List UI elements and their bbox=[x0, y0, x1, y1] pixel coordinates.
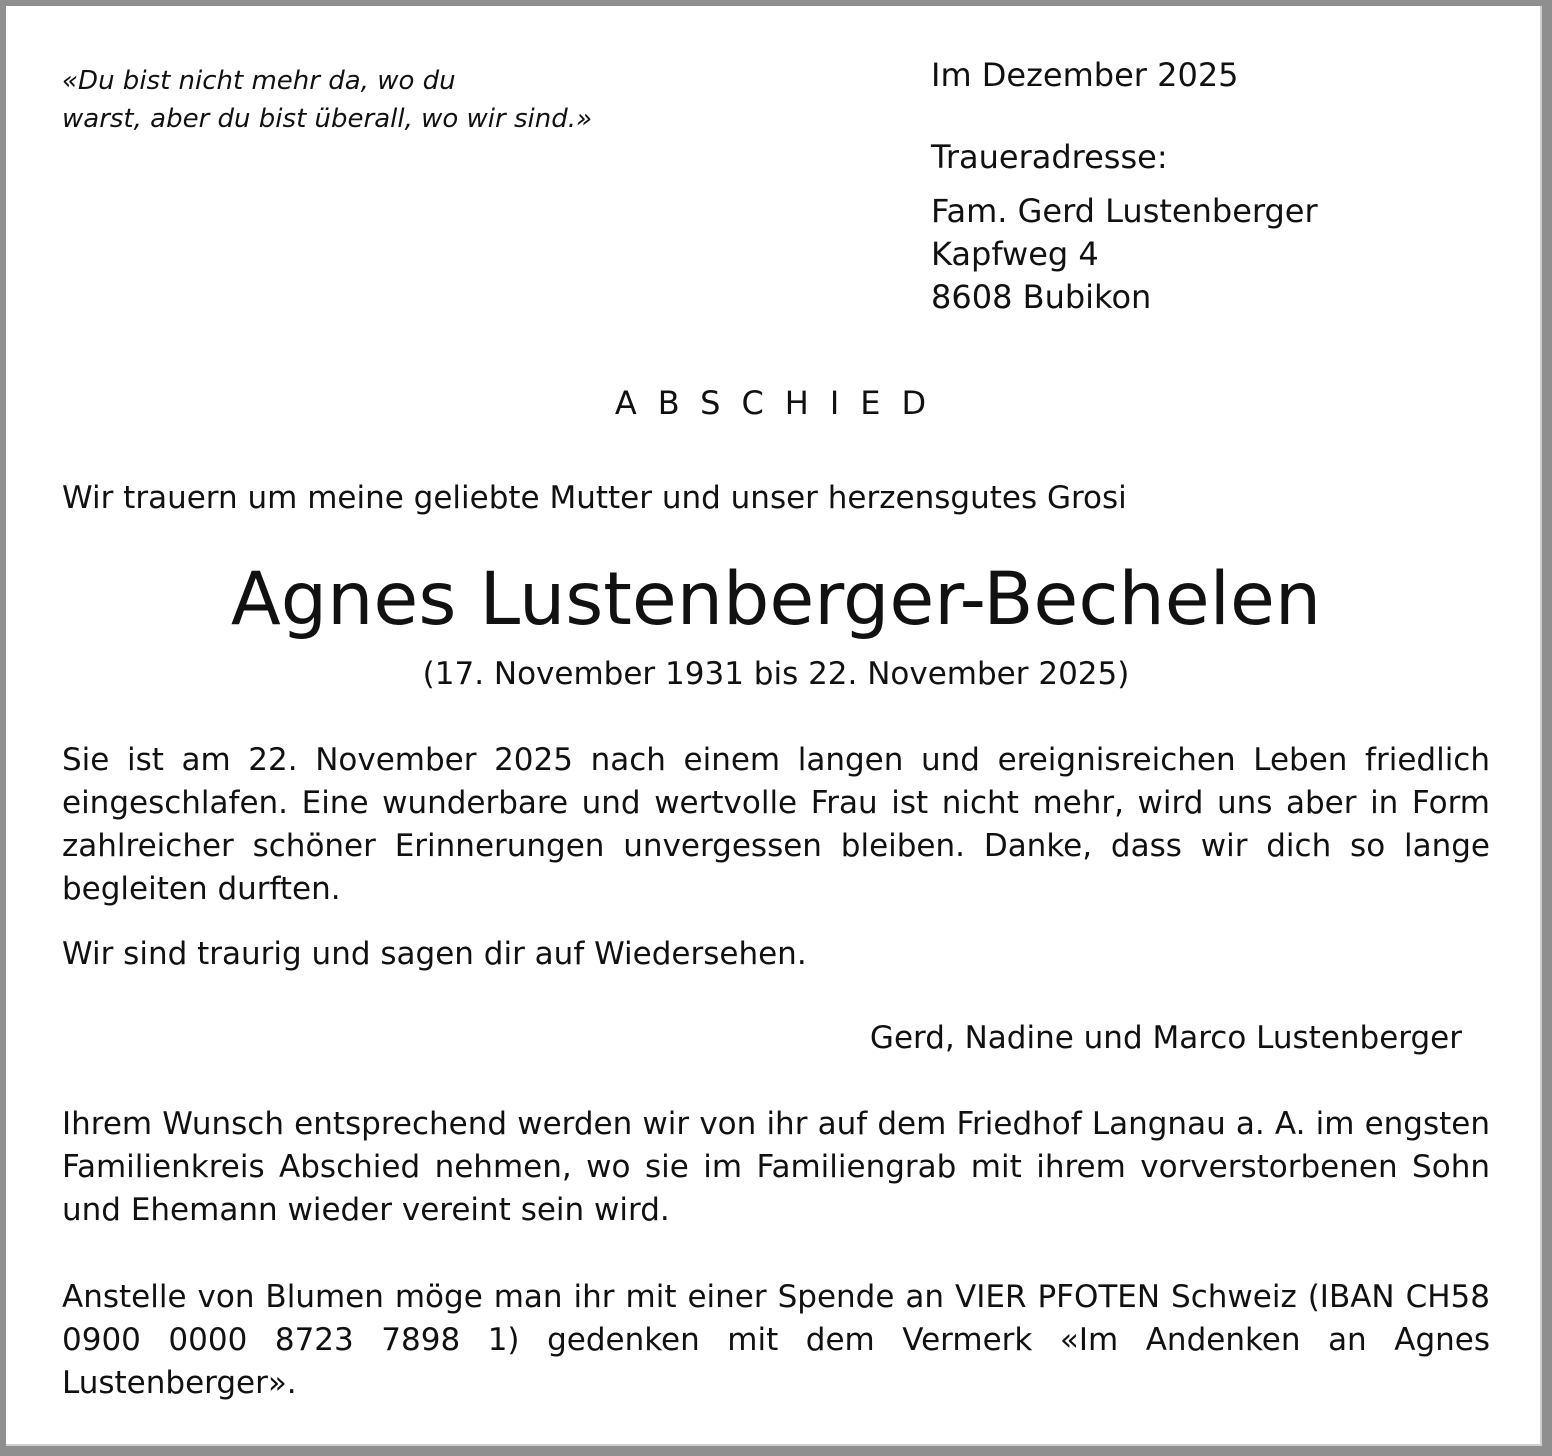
motto-line-2: warst, aber du bist überall, wo wir sind.» bbox=[62, 104, 593, 134]
mourning-address bbox=[931, 136, 1318, 319]
paragraph-farewell: Wir sind traurig und sagen dir auf Wiedersehen. bbox=[62, 936, 807, 972]
paragraph-donation: Anstelle von Blumen möge man ihr mit einer Spende an VIER PFOTEN Schweiz (IBAN CH58 0900 0000 8723 7898 1) gedenken mit dem Vermerk «Im Andenken an Agnes Lustenberger». bbox=[62, 1279, 1490, 1401]
address-name: Fam. Gerd Lustenberger bbox=[931, 192, 1318, 230]
motto-quote bbox=[62, 62, 662, 138]
date-line: Im Dezember 2025 bbox=[931, 56, 1239, 94]
life-dates: (17. November 1931 bis 22. November 2025) bbox=[422, 656, 1130, 692]
address-city: 8608 Bubikon bbox=[931, 278, 1152, 316]
address-label: Traueradresse: bbox=[931, 138, 1168, 176]
deceased-name: Agnes Lustenberger-Bechelen bbox=[230, 557, 1322, 642]
intro-line: Wir trauern um meine geliebte Mutter und unser herzensgutes Grosi bbox=[62, 480, 1127, 516]
motto-line-1: «Du bist nicht mehr da, wo du bbox=[62, 66, 456, 96]
heading: ABSCHIED bbox=[614, 384, 948, 422]
address-street: Kapfweg 4 bbox=[931, 235, 1099, 273]
paragraph-main: Sie ist am 22. November 2025 nach einem langen und ereignisreichen Leben friedlich eingeschlafen. Eine wunderbare und wertvolle Frau ist nicht mehr, wird uns aber in Form zahlreicher schöner Erinnerungen unvergessen bleiben. Danke, dass wir dich so lange begleiten durften. bbox=[62, 742, 1490, 907]
paragraph-burial: Ihrem Wunsch entsprechend werden wir von ihr auf dem Friedhof Langnau a. A. im engsten Familienkreis Abschied nehmen, wo sie im Familiengrab mit ihrem vorverstorbenen Sohn und Ehemann wieder vereint sein wird. bbox=[62, 1106, 1490, 1228]
signature: Gerd, Nadine und Marco Lustenberger bbox=[869, 1020, 1462, 1056]
